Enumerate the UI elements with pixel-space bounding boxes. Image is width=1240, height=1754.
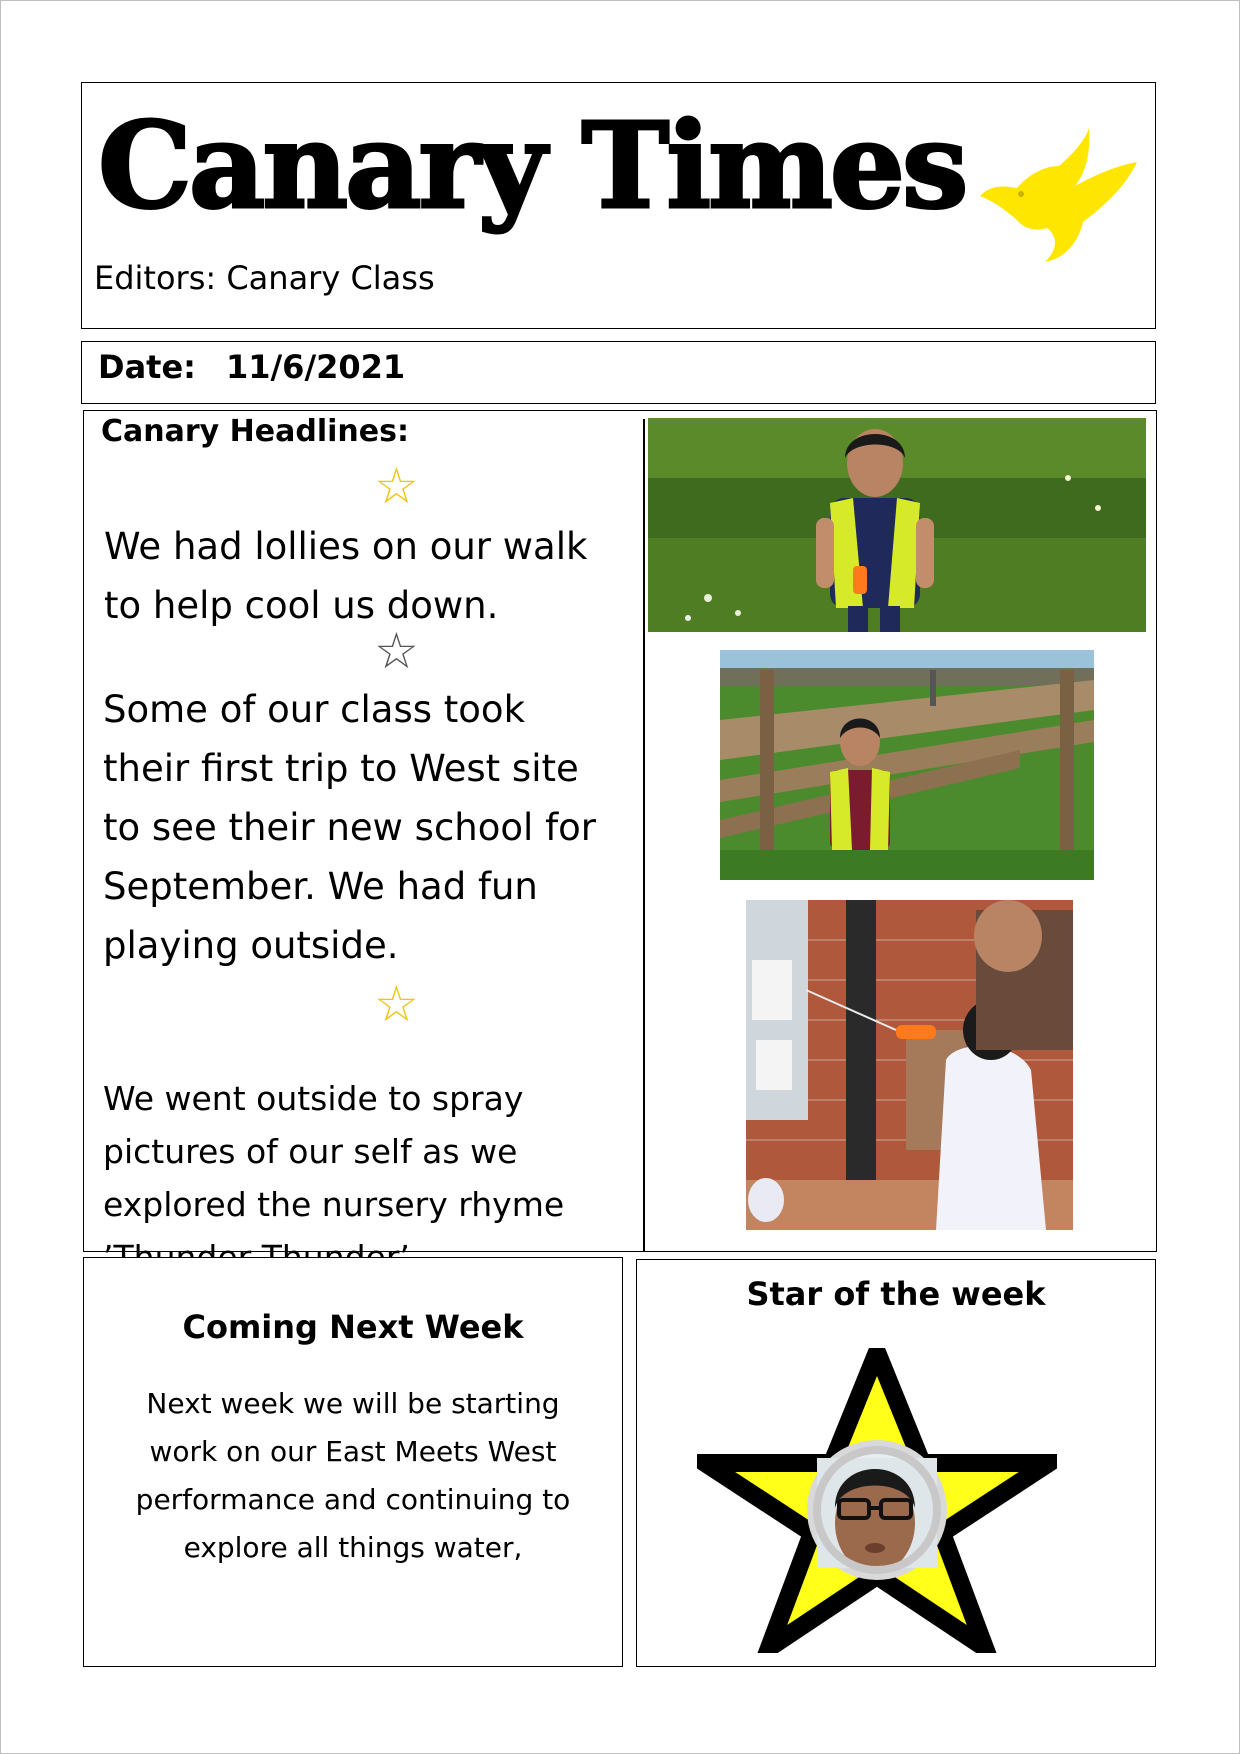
headlines-title: Canary Headlines: [101,414,409,449]
star-of-the-week-graphic [697,1348,1057,1653]
masthead [81,82,1156,329]
canary-bird-icon [977,128,1142,263]
headlines-section [83,410,1157,1252]
photo-spraying-pictures [746,900,1073,1230]
headline-story: We had lollies on our walk to help cool us down. [104,525,588,627]
photo-child-climbing-frame [720,650,1094,880]
headline-story: Some of our class took their first trip to West site to see their new school for September. We had fun playing outside. [103,688,596,967]
star-of-the-week-section [636,1259,1156,1667]
newspaper-title: Canary Times [98,96,966,235]
coming-next-week-title: Coming Next Week [182,1308,524,1346]
coming-next-week-section [83,1257,623,1667]
headline-story: We went outside to spray pictures of our self as we explored the nursery rhyme [103,1079,565,1224]
star-icon: ☆ [374,975,419,1033]
date-box [81,341,1156,404]
date-label: Date: [98,348,196,386]
photo-child-with-lolly [648,418,1146,632]
column-divider [643,419,645,1251]
star-icon: ☆ [374,622,419,680]
editors-line: Editors: Canary Class [94,259,435,297]
star-icon: ☆ [374,457,419,515]
star-of-the-week-title: Star of the week [746,1275,1046,1313]
date-value: 11/6/2021 [225,348,406,386]
coming-next-week-text: Next week we will be starting work on our East Meets West performance and continuing to explore all things water, [135,1387,571,1564]
date-line [98,348,405,386]
